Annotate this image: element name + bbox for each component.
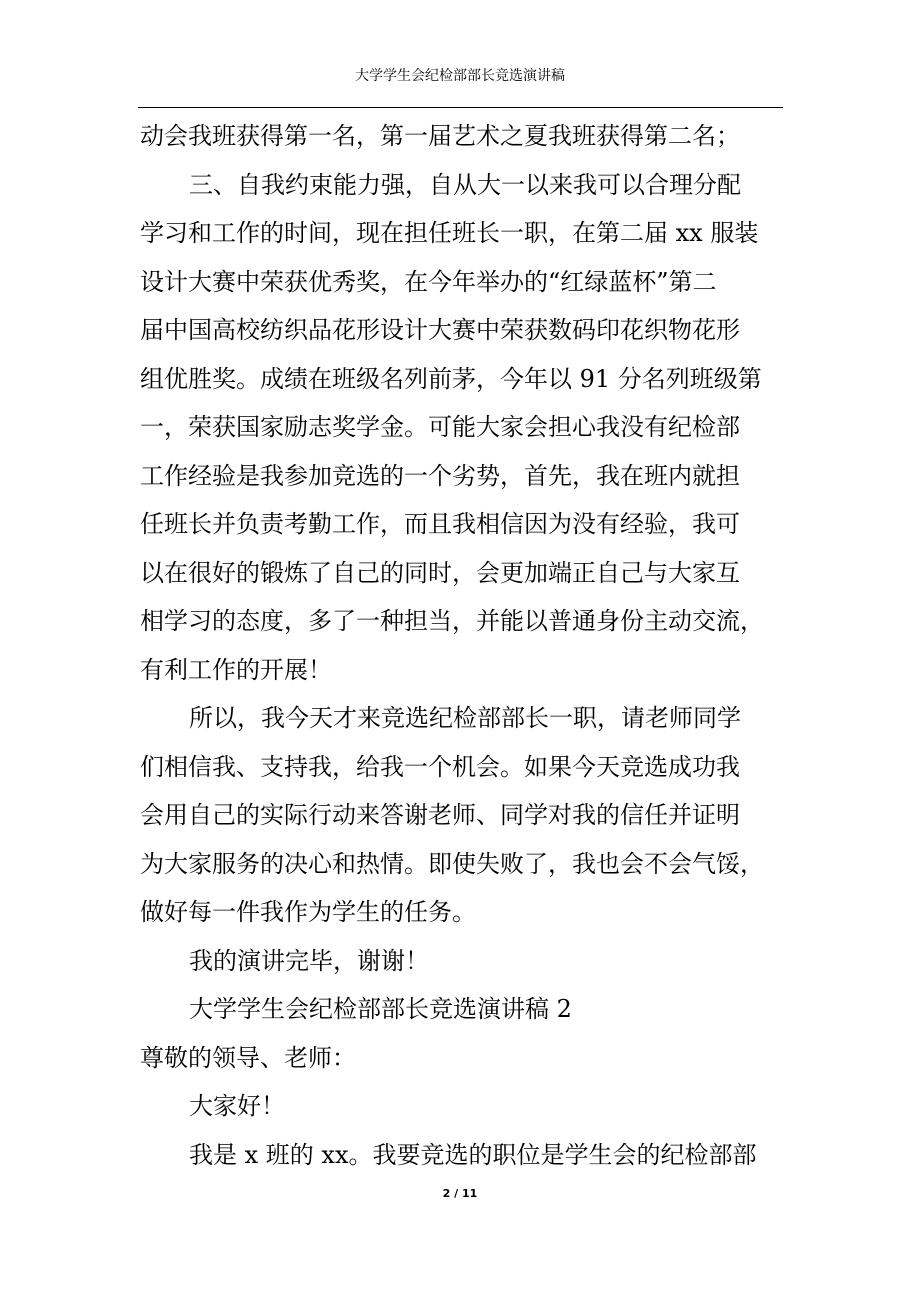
text-line: 相学习的态度，多了一种担当，并能以普通身份主动交流， [140,607,764,635]
text-line: 组优胜奖。成绩在班级名列前茅，今年以 91 分名列班级第 [140,364,762,393]
text-line: 工作经验是我参加竞选的一个劣势，首先，我在班内就担 [140,461,740,490]
greeting: 大家好！ [189,1092,285,1120]
text-line: 会用自己的实际行动来答谢老师、同学对我的信任并证明 [140,801,740,829]
text-line: 我是 x 班的 xx。我要竞选的职位是学生会的纪检部部 [189,1140,757,1169]
text-line: 学习和工作的时间，现在担任班长一职，在第二届 xx 服装 [140,219,759,247]
page-number: 2 / 11 [442,1187,478,1200]
text-line: 动会我班获得第一名，第一届艺术之夏我班获得第二名； [140,122,740,150]
text-line: 届中国高校纺织品花形设计大赛中荣获数码印花织物花形 [140,316,740,344]
text-line: 一，荣获国家励志奖学金。可能大家会担心我没有纪检部 [140,413,740,441]
text-line: 以在很好的锻炼了自己的同时，会更加端正自己与大家互 [140,558,740,587]
text-line: 我的演讲完毕，谢谢！ [189,946,429,975]
text-line: 们相信我、支持我，给我一个机会。如果今天竞选成功我 [140,752,740,781]
text-line: 有利工作的开展！ [140,655,332,684]
text-line: 做好每一件我作为学生的任务。 [140,898,476,926]
salutation: 尊敬的领导、老师： [140,1043,356,1072]
text-line: 三、自我约束能力强，自从大一以来我可以合理分配 [189,170,741,199]
running-header: 大学学生会纪检部部长竞选演讲稿 [355,68,565,84]
document-body [140,112,785,1179]
text-line: 任班长并负责考勤工作，而且我相信因为没有经验，我可 [140,510,740,538]
text-line: 设计大赛中荣获优秀奖，在今年举办的“红绿蓝杯”第二 [140,267,717,296]
header-divider [138,107,783,108]
section-title: 大学学生会纪检部部长竞选演讲稿 2 [189,995,572,1023]
text-line: 所以，我今天才来竞选纪检部部长一职，请老师同学 [189,704,741,732]
text-line: 为大家服务的决心和热情。即使失败了，我也会不会气馁， [140,849,764,878]
